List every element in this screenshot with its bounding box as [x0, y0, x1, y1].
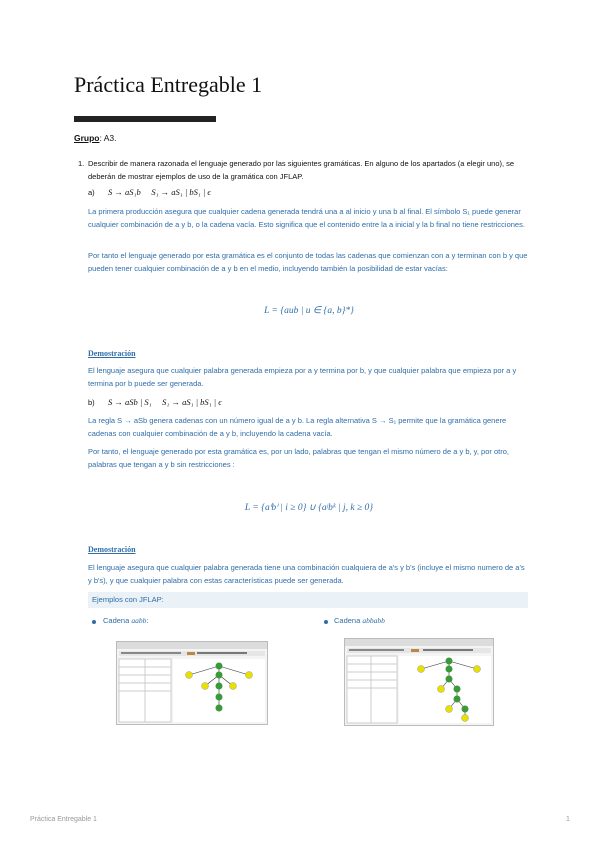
tree-node [216, 672, 223, 679]
page-title: Práctica Entregable 1 [74, 72, 263, 97]
tree-node [446, 658, 453, 665]
tree-node [462, 706, 469, 713]
group-value: : A3. [99, 133, 117, 143]
tree-node [230, 683, 237, 690]
example-1-suffix: : [146, 616, 149, 625]
tree-node [418, 666, 425, 673]
jflap-tree-1 [117, 642, 267, 724]
jflap-tree-2 [345, 639, 493, 725]
example-1-caption [103, 614, 148, 627]
example-2-value: abbabb [362, 616, 385, 625]
jflap-screenshot-2 [344, 638, 494, 726]
window-titlebar [345, 639, 493, 646]
part-b-demo-label: Demostración [88, 545, 136, 554]
tree-node [216, 683, 223, 690]
toolbar-text [349, 649, 404, 651]
tree-node [454, 696, 461, 703]
examples-header: Ejemplos con JFLAP: [88, 592, 528, 608]
part-a-demo-text: El lenguaje asegura que cualquier palabra generada empieza por a y termina por b, y que cualquier palabra que empieza por a y termina por b puede ser generada. [88, 366, 517, 388]
question-text: Describir de manera razonada el lenguaje generado por las siguientes gramáticas. En alguno de los apartados (a elegir uno), se deberán de mostrar ejemplos de uso de la gramática con JFLAP. [88, 159, 515, 181]
part-b-para1: La regla S → aSb genera cadenas con un número igual de a y b. La regla alternativa S → S₁ permite que la gramática genere cadenas con cualquier combinación de a y b, incluyendo la cadena vacía. [88, 416, 507, 438]
tree-node [216, 694, 223, 701]
example-1-label: Cadena [103, 616, 130, 625]
group-label: Grupo [74, 133, 100, 143]
bullet-1 [92, 620, 96, 624]
toolbar-swatch [411, 649, 419, 652]
jflap-screenshot-1 [116, 641, 268, 725]
question-number: 1. [78, 159, 85, 168]
part-b-grammar: S → aSb | S₁ S₁ → aS₁ | bS₁ | ϵ [108, 397, 222, 407]
tree-node [446, 706, 453, 713]
page-number: 1 [566, 816, 570, 823]
toolbar-text [197, 652, 247, 654]
tree-node [216, 705, 223, 712]
group-line [74, 133, 117, 143]
window-titlebar [117, 642, 267, 649]
part-b-para2: Por tanto, el lenguaje generado por esta gramática es, por un lado, palabras que tengan el mismo número de a y b, y, por otro, palabras que tengan a y b sin restricciones : [88, 447, 509, 469]
production-table [347, 656, 397, 723]
tree-node [474, 666, 481, 673]
example-1-value: aabb [131, 616, 147, 625]
example-2-label: Cadena [334, 616, 361, 625]
bullet-2 [324, 620, 328, 624]
tree-node [446, 676, 453, 683]
tree-node [186, 672, 193, 679]
part-a-grammar: S → aS₁b S₁ → aS₁ | bS₁ | ϵ [108, 187, 211, 197]
part-b-label: b) [88, 398, 95, 407]
tree-node [438, 686, 445, 693]
part-a-formula: L = {aub | u ∈ {a, b}*} [264, 306, 354, 316]
footer-title: Práctica Entregable 1 [30, 816, 97, 823]
redacted-authors [74, 116, 216, 122]
tree-node [454, 686, 461, 693]
tree-node [246, 672, 253, 679]
part-a-para2: Por tanto el lenguaje generado por esta gramática es el conjunto de todas las cadenas que comienzan con a y terminan con b y que pueden tener cualquier combinación de a y b en el medio, incluyendo también la posibilidad de estar vacías: [88, 251, 528, 273]
tree-node [446, 666, 453, 673]
toolbar-text [423, 649, 473, 651]
tree-node [202, 683, 209, 690]
tree-node [462, 715, 469, 722]
part-b-demo-text: El lenguaje asegura que cualquier palabra generada tiene una combinación cualquiera de a's y b's (incluye el mismo numero de a's y b's), y que cualquier palabra con estas características puede ser generada. [88, 563, 525, 585]
toolbar-text [121, 652, 181, 654]
part-b-formula: L = {aⁱbⁱ | i ≥ 0} ∪ {aʲbᵏ | j, k ≥ 0} [244, 503, 374, 513]
part-a-para1: La primera producción asegura que cualquier cadena generada tendrá una a al inicio y una b al final. El símbolo S₁ puede generar cualquier combinación de a y b, o la cadena vacía. Esto significa que el contenido entre la a inicial y la b final no tiene restricciones. [88, 207, 525, 229]
example-2-caption [334, 614, 385, 627]
toolbar-swatch [187, 652, 195, 655]
part-a-demo-label: Demostración [88, 349, 136, 358]
tree-node [216, 663, 223, 670]
part-a-label: a) [88, 188, 95, 197]
